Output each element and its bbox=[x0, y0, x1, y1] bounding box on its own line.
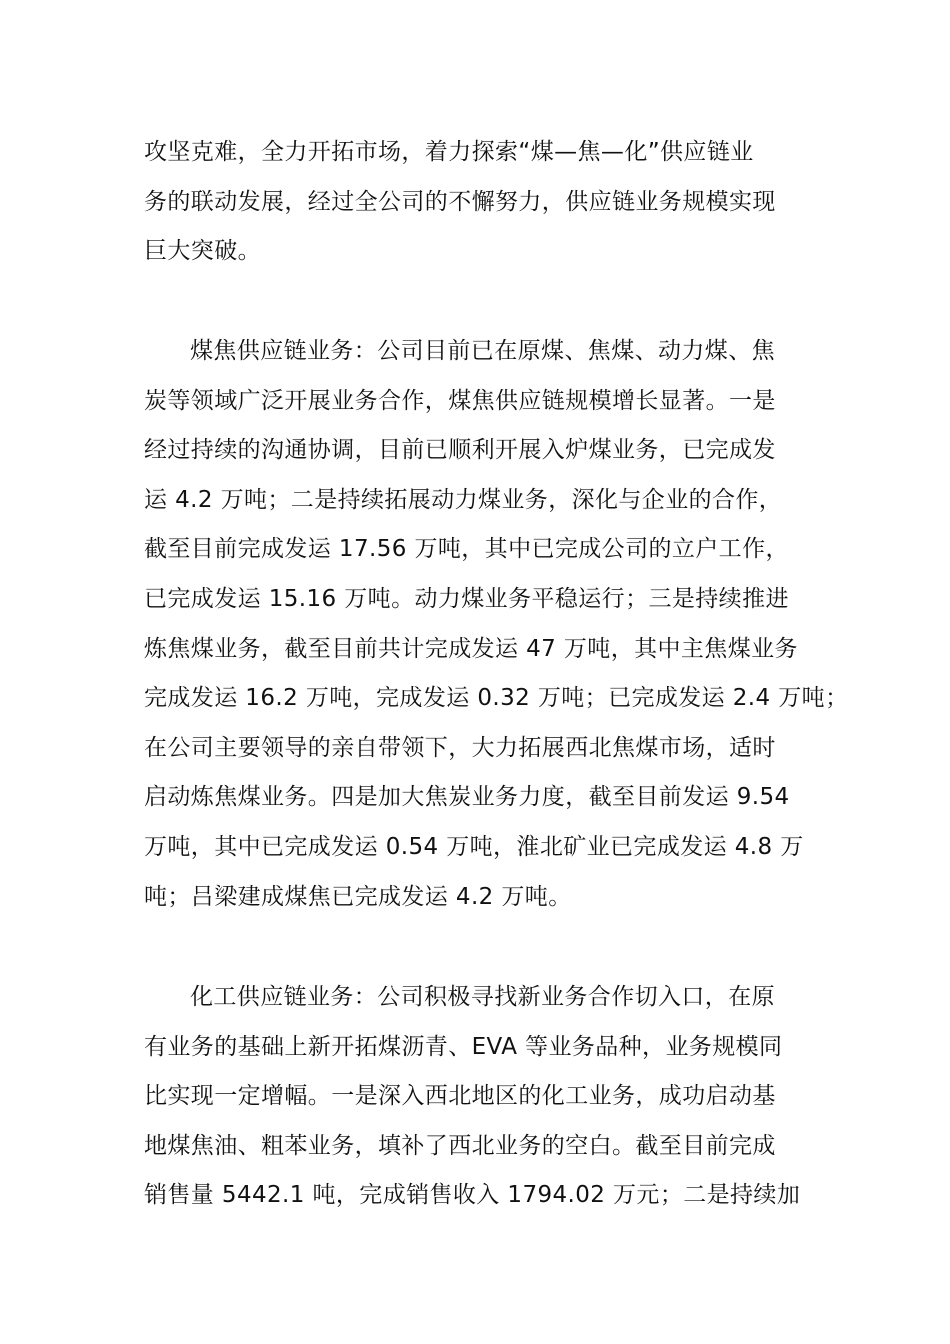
text-line: 销售量 5442.1 吨，完成销售收入 1794.02 万元；二是持续加 bbox=[144, 1182, 801, 1209]
text-line: 已完成发运 15.16 万吨。动力煤业务平稳运行；三是持续推进 bbox=[144, 585, 789, 612]
text-line: 巨大突破。 bbox=[144, 238, 261, 265]
text-line: 经过持续的沟通协调，目前已顺利开展入炉煤业务，已完成发 bbox=[144, 437, 776, 464]
text-line: 有业务的基础上新开拓煤沥青、EVA 等业务品种，业务规模同 bbox=[144, 1033, 783, 1060]
text-line: 煤焦供应链业务：公司目前已在原煤、焦煤、动力煤、焦 bbox=[190, 338, 775, 364]
paragraph-chemical-supply-chain bbox=[144, 973, 814, 1221]
text-line: 启动炼焦煤业务。四是加大焦炭业务力度，截至目前发运 9.54 bbox=[144, 784, 790, 811]
text-line: 截至目前完成发运 17.56 万吨，其中已完成公司的立户工作， bbox=[144, 536, 789, 563]
text-line: 在公司主要领导的亲自带领下，大力拓展西北焦煤市场，适时 bbox=[144, 734, 776, 761]
text-line: 地煤焦油、粗苯业务，填补了西北业务的空白。截至目前完成 bbox=[144, 1132, 776, 1159]
text-line: 炭等领域广泛开展业务合作，煤焦供应链规模增长显著。一是 bbox=[144, 387, 776, 414]
text-line: 完成发运 16.2 万吨，完成发运 0.32 万吨；已完成发运 2.4 万吨； bbox=[144, 685, 849, 712]
text-line: 炼焦煤业务，截至目前共计完成发运 47 万吨，其中主焦煤业务 bbox=[144, 635, 798, 662]
text-line: 化工供应链业务：公司积极寻找新业务合作切入口，在原 bbox=[190, 984, 775, 1010]
paragraph-intro bbox=[144, 128, 814, 277]
text-line: 攻坚克难，全力开拓市场，着力探索“煤—焦—化”供应链业 bbox=[144, 139, 754, 165]
text-line: 运 4.2 万吨；二是持续拓展动力煤业务，深化与企业的合作， bbox=[144, 486, 783, 513]
text-line: 务的联动发展，经过全公司的不懈努力，供应链业务规模实现 bbox=[144, 188, 776, 215]
paragraph-coal-coke-supply-chain bbox=[144, 327, 849, 922]
text-line: 比实现一定增幅。一是深入西北地区的化工业务，成功启动基 bbox=[144, 1083, 776, 1110]
text-line: 万吨，其中已完成发运 0.54 万吨，淮北矿业已完成发运 4.8 万 bbox=[144, 833, 804, 860]
text-line: 吨；吕梁建成煤焦已完成发运 4.2 万吨。 bbox=[144, 883, 572, 910]
